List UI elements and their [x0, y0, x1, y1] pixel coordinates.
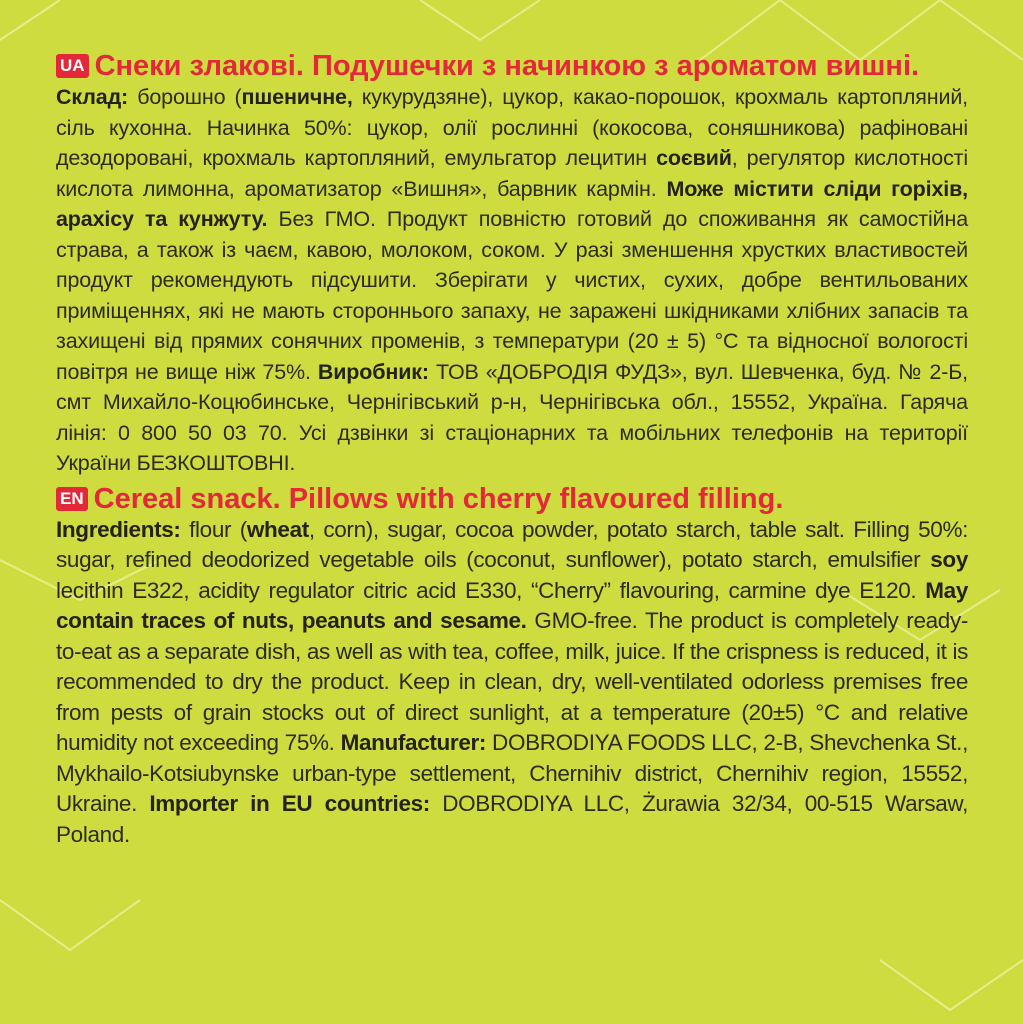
ua-text-1: борошно ( [128, 85, 242, 109]
en-text-6: DOBRODIYA LLC, Żurawia 32/34, 00-515 Warsaw, Poland. [56, 791, 968, 847]
en-text-1: flour ( [180, 516, 247, 542]
en-manufacturer-label: Manufacturer: [340, 730, 487, 755]
ua-composition-label: Склад: [56, 85, 129, 109]
en-ingredients-label: Ingredients: [56, 516, 181, 542]
ua-language-badge: UA [56, 54, 89, 78]
en-ingredients [56, 515, 968, 851]
ua-manufacturer-label: Виробник: [317, 359, 429, 384]
ua-text-5: ТОВ «ДОБРОДІЯ ФУДЗ», вул. Шевченка, буд. № 2-Б, смт Михайло-Коцюбинське, Чернігівський р-н, Чернігівська обл., 15552, Україна. Гаряча лінія: 0 800 50 03 70. Усі дзвінки зі стаціонарних та мобільних телефонів на території України БЕЗКОШТОВНІ. [56, 359, 969, 475]
ua-text-3: , регулятор кислотності кислота лимонна, ароматизатор «Вишня», барвник кармін. [56, 146, 969, 201]
ua-heading [56, 50, 968, 82]
ua-section [56, 50, 968, 479]
en-allergen-wheat: wheat [246, 516, 309, 542]
ua-composition [56, 82, 968, 479]
ua-allergen-wheat: пшеничне, [241, 85, 353, 109]
en-text-3: lecithin E322, acidity regulator citric acid E330, “Cherry” flavouring, carmine dye E120. [56, 577, 926, 603]
ua-traces-warning: Може містити сліди горіхів, арахісу та кунжуту. [56, 176, 968, 231]
ua-text-4: Без ГМО. Продукт повністю готовий до споживання як самостійна страва, а також із чаєм, кавою, молоком, соком. У разі зменшення хрустких властивостей продукт рекомендують підсушити. Зберігати у чистих, сухих, добре вентильованих приміщеннях, які не мають стороннього запаху, не заражені шкідниками хлібних запасів та захищені від прямих сонячних променів, з температури (20 ± 5) °С та відносної вологості повітря не вище ніж 75%. [56, 207, 969, 384]
ua-title: Снеки злакові. Подушечки з начинкою з ароматом вишні. [94, 50, 920, 82]
en-allergen-soy: soy [930, 547, 968, 572]
en-section [56, 483, 968, 851]
en-heading [56, 483, 968, 515]
en-importer-label: Importer in EU countries: [149, 791, 430, 816]
en-text-5: DOBRODIYA FOODS LLC, 2-B, Shevchenka St., Mykhailo-Kotsiubynske urban-type settlement, Chernihiv district, Chernihiv region, 15552, Ukraine. [56, 730, 968, 816]
ua-allergen-soy: соєвий [656, 146, 732, 170]
en-traces-warning: May contain traces of nuts, peanuts and sesame. [56, 577, 968, 633]
en-title: Cereal snack. Pillows with cherry flavoured filling. [93, 482, 784, 515]
en-text-2: , corn), sugar, cocoa powder, potato starch, table salt. Filling 50%: sugar, refined deodorized vegetable oils (coconut, sunflower), potato starch, emulsifier [56, 516, 969, 572]
ua-text-2: кукурудзяне), цукор, какао-порошок, крохмаль картопляний, сіль кухонна. Начинка 50%: цукор, олії рослинні (кокосова, соняшникова) рафіновані дезодоровані, крохмаль картопляний, емульгатор лецитин [56, 85, 968, 170]
en-language-badge: EN [56, 487, 88, 511]
product-label [56, 50, 968, 850]
en-text-4: GMO-free. The product is completely ready-to-eat as a separate dish, as well as with tea, coffee, milk, juice. If the crispness is reduced, it is recommended to dry the product. Keep in clean, dry, well-ventilated odorless premises free from pests of grain stocks out of direct sunlight, at a temperature (20±5) °C and relative humidity not exceeding 75%. [56, 608, 968, 755]
